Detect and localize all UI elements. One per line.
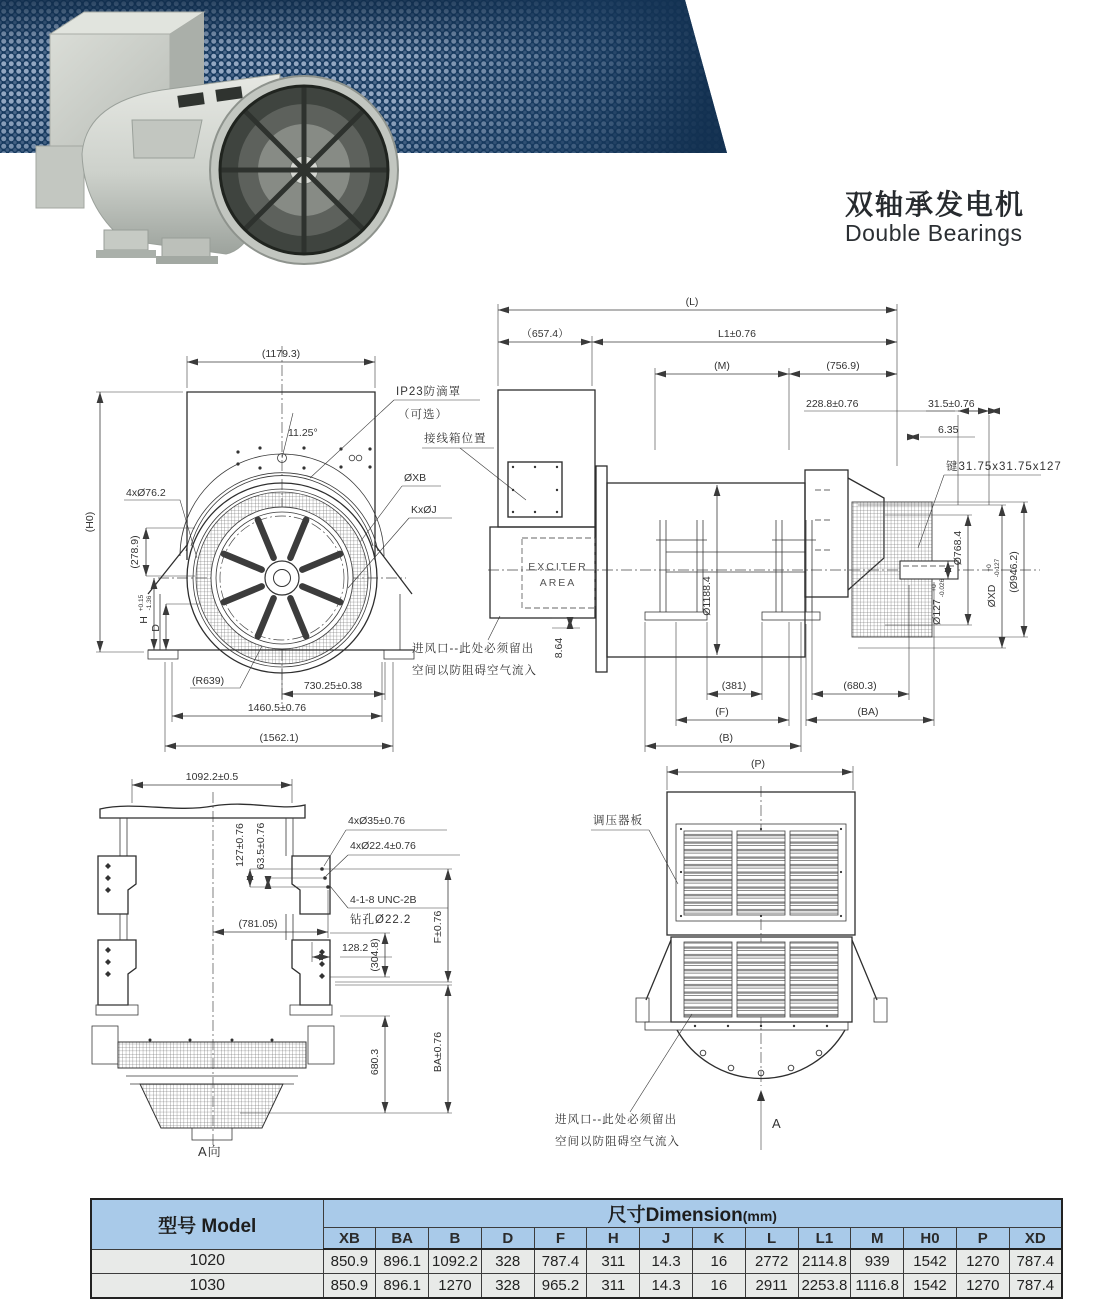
bolt-pattern xyxy=(236,446,371,469)
dim-1562: (1562.1) xyxy=(259,732,299,744)
cell: 1542 xyxy=(904,1249,957,1274)
col-header-b: B xyxy=(429,1228,482,1250)
upper-louvers xyxy=(684,831,838,915)
dim-1179: (1179.3) xyxy=(261,348,301,360)
cell: 850.9 xyxy=(323,1274,376,1299)
dim-1460: 1460.5±0.76 xyxy=(247,702,307,714)
cell: 896.1 xyxy=(376,1274,429,1299)
label-kxoj: KxØJ xyxy=(411,504,437,516)
dim-header-en: Dimension xyxy=(645,1205,743,1226)
dim-p: (P) xyxy=(751,758,765,770)
dim-864: 8.64 xyxy=(553,637,565,659)
exciter-area-label-1: EXCITER xyxy=(528,561,588,573)
rear-view xyxy=(555,758,887,1150)
table-row-1020 xyxy=(91,1249,1062,1274)
cell: 787.4 xyxy=(1009,1274,1062,1299)
cell: 16 xyxy=(692,1274,745,1299)
dim-63: 63.5±0.76 xyxy=(255,822,267,870)
cell: 328 xyxy=(481,1274,534,1299)
col-header-d: D xyxy=(481,1228,534,1250)
label-4x76: 4xØ76.2 xyxy=(126,487,166,499)
cell: 1092.2 xyxy=(429,1249,482,1274)
dim-ba: (BA) xyxy=(857,706,879,718)
cell: 896.1 xyxy=(376,1249,429,1274)
exciter-area-box xyxy=(522,538,595,608)
cell: 1270 xyxy=(956,1249,1009,1274)
cell: 16 xyxy=(692,1249,745,1274)
cell: 1270 xyxy=(429,1274,482,1299)
cell: 14.3 xyxy=(640,1249,693,1274)
label-4x224: 4xØ22.4±0.76 xyxy=(350,840,416,852)
dim-6803: 680.3 xyxy=(369,1048,381,1076)
front-view xyxy=(84,346,537,752)
col-header-h0: H0 xyxy=(904,1228,957,1250)
cell: 311 xyxy=(587,1249,640,1274)
dim-381: (381) xyxy=(721,680,747,692)
cell: 1270 xyxy=(956,1274,1009,1299)
dim-315: 31.5±0.76 xyxy=(928,398,975,410)
col-header-h: H xyxy=(587,1228,640,1250)
col-header-j: J xyxy=(640,1228,693,1250)
dim-127t: 127±0.76 xyxy=(234,823,246,867)
dim-730: 730.25±0.38 xyxy=(303,680,363,692)
dim-1282: 128.2 xyxy=(342,942,369,954)
dim-127-main: Ø127 xyxy=(931,599,943,625)
dim-657: （657.4） xyxy=(521,328,569,340)
dim-b: (B) xyxy=(719,732,733,744)
model-cell: 1030 xyxy=(91,1274,323,1299)
cell: 965.2 xyxy=(534,1274,587,1299)
dim-768: Ø768.4 xyxy=(952,530,964,566)
label-ip23: IP23防滴罩 xyxy=(396,386,462,398)
cell: 14.3 xyxy=(640,1274,693,1299)
col-header-m: M xyxy=(851,1228,904,1250)
label-unc: 4-1-8 UNC-2B xyxy=(350,894,417,906)
cell: 787.4 xyxy=(534,1249,587,1274)
dim-h0: (H0) xyxy=(84,511,96,533)
dim-f-tol: F±0.76 xyxy=(432,910,444,944)
cell: 850.9 xyxy=(323,1249,376,1274)
dim-1092: 1092.2±0.5 xyxy=(185,771,239,783)
view-a xyxy=(92,771,460,1159)
dim-r639: (R639) xyxy=(192,675,225,687)
note-air-inlet-3: 进风口--此处必须留出 xyxy=(555,1114,678,1126)
dim-h-tol-dn: -1.36 xyxy=(146,595,153,611)
dim-l: (L) xyxy=(685,296,699,308)
cell: 1542 xyxy=(904,1274,957,1299)
title-en: Double Bearings xyxy=(845,220,1023,247)
dim-635: 6.35 xyxy=(938,424,959,436)
col-header-l1: L1 xyxy=(798,1228,851,1250)
label-dia-xb: ØXB xyxy=(404,472,427,484)
dim-xd-main: ØXD xyxy=(986,584,998,608)
note-air-inlet-2: 空间以防阻碍空气流入 xyxy=(412,665,537,677)
dim-xd-tol-dn: -0.127 xyxy=(994,558,1001,578)
dim-xd-tol-up: +0 xyxy=(986,564,993,572)
cell: 2772 xyxy=(745,1249,798,1274)
dim-f: (F) xyxy=(715,706,729,718)
title-zh: 双轴承发电机 xyxy=(845,189,1026,220)
col-header-p: P xyxy=(956,1228,1009,1250)
dim-h: H xyxy=(138,616,150,624)
side-view xyxy=(488,296,1062,752)
label-ip23-opt: （可选） xyxy=(398,409,448,421)
cell: 787.4 xyxy=(1009,1249,1062,1274)
cell: 311 xyxy=(587,1274,640,1299)
cell: 2911 xyxy=(745,1274,798,1299)
lower-section xyxy=(636,937,887,1078)
terminal-box-dots xyxy=(512,466,558,513)
label-terminal-box: 接线箱位置 xyxy=(424,433,487,445)
dim-header-zh: 尺寸 xyxy=(607,1205,646,1226)
col-header-f: F xyxy=(534,1228,587,1250)
model-cell: 1020 xyxy=(91,1249,323,1274)
dim-l1: L1±0.76 xyxy=(718,328,756,340)
col-header-l: L xyxy=(745,1228,798,1250)
model-header: 型号 Model xyxy=(91,1199,323,1249)
col-header-k: K xyxy=(692,1228,745,1250)
dim-3048: (304.8) xyxy=(369,938,381,972)
terminal-box-outline xyxy=(508,462,562,517)
page-title xyxy=(845,190,1025,246)
dim-127-tol-dn: -0.026 xyxy=(939,578,946,598)
dim-header-unit: (mm) xyxy=(742,1208,777,1224)
cell: 1116.8 xyxy=(851,1274,904,1299)
angle-label: 11.25° xyxy=(288,427,318,439)
label-key: 键31.75x31.75x127 xyxy=(946,461,1062,473)
label-drill: 钻孔Ø22.2 xyxy=(350,914,412,926)
note-air-inlet-1: 进风口--此处必须留出 xyxy=(412,643,535,655)
note-air-inlet-4: 空间以防阻碍空气流入 xyxy=(555,1136,680,1148)
technical-drawings xyxy=(0,270,1095,1182)
view-a-label: A向 xyxy=(198,1144,222,1159)
cell: 939 xyxy=(851,1249,904,1274)
dim-d: D xyxy=(150,624,162,632)
arrow-a-head xyxy=(757,1090,765,1101)
col-header-ba: BA xyxy=(376,1228,429,1250)
arrow-a-label: A xyxy=(772,1116,781,1131)
front-grille xyxy=(210,76,398,264)
col-header-xd: XD xyxy=(1009,1228,1062,1250)
dim-228: 228.8±0.76 xyxy=(806,398,859,410)
label-4x35: 4xØ35±0.76 xyxy=(348,815,406,827)
dim-127-tol-up: +0 xyxy=(931,584,938,592)
table-row-1030 xyxy=(91,1274,1062,1299)
dim-h-tol-up: +0.15 xyxy=(138,594,145,612)
dim-946: (Ø946.2) xyxy=(1008,551,1020,593)
mount-feet xyxy=(96,856,332,1015)
generator-photo xyxy=(12,2,407,274)
label-regulator: 调压器板 xyxy=(593,815,643,827)
cell: 2114.8 xyxy=(798,1249,851,1274)
cell: 2253.8 xyxy=(798,1274,851,1299)
dim-781: (781.05) xyxy=(238,918,278,930)
exciter-area-label-2: AREA xyxy=(539,577,577,589)
dimension-table xyxy=(90,1198,1063,1299)
dim-278: (278.9) xyxy=(129,535,141,569)
dim-1188: Ø1188.4 xyxy=(701,576,713,616)
dim-m: (M) xyxy=(714,360,730,372)
dim-ba-tol: BA±0.76 xyxy=(432,1031,444,1073)
dim-756: (756.9) xyxy=(826,360,860,372)
dim-680: (680.3) xyxy=(843,680,877,692)
col-header-xb: XB xyxy=(323,1228,376,1250)
cell: 328 xyxy=(481,1249,534,1274)
dimension-header xyxy=(323,1199,1062,1228)
top-plate xyxy=(100,804,305,856)
